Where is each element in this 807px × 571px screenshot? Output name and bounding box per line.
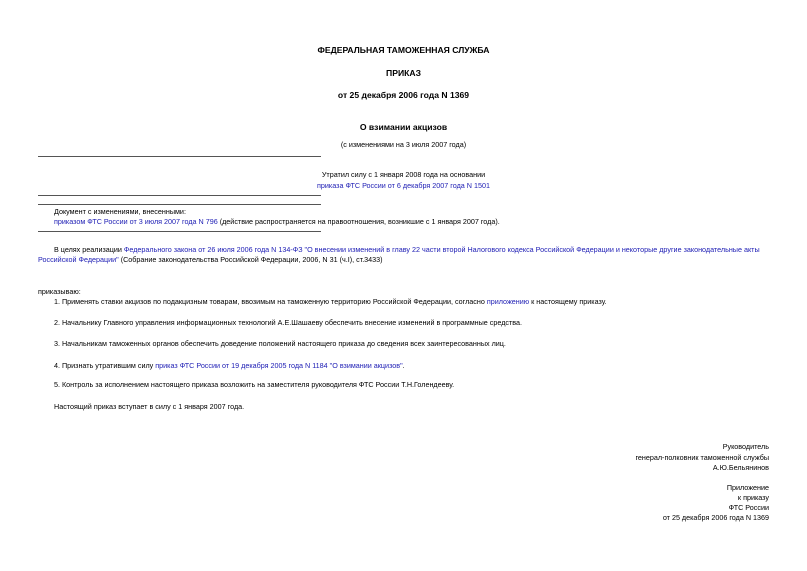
item-4: [54, 361, 405, 371]
changes-line: [54, 217, 500, 227]
preamble-line-2: [38, 255, 383, 265]
document-date-number: от 25 декабря 2006 года N 1369: [337, 90, 470, 100]
appendix-line-4: от 25 декабря 2006 года N 1369: [662, 513, 769, 522]
revision-note: (с изменениями на 3 июля 2007 года): [340, 140, 467, 149]
signature-name: А.Ю.Бельянинов: [712, 463, 769, 472]
preamble-tail: (Собрание законодательства Российской Федерации, 2006, N 31 (ч.I), ст.3433): [118, 255, 383, 264]
preamble-start: В целях реализации: [54, 245, 124, 254]
item-1-end: к настоящему приказу.: [529, 297, 607, 306]
item-5: 5. Контроль за исполнением настоящего приказа возложить на заместителя руководителя ФТС России Т.Н.Голендееву.: [54, 380, 455, 389]
item-4-end: .: [402, 361, 405, 370]
divider: [38, 195, 321, 196]
appendix-line-2: к приказу: [737, 493, 769, 502]
federal-law-link[interactable]: Федерального закона от 26 июля 2006 года N 134-ФЗ "О внесении изменений в главу 22 части второй Налогового кодекса Российской Федерации и некоторые другие законодательные акты: [123, 245, 760, 254]
divider: [38, 156, 321, 157]
item-1-text: 1. Применять ставки акцизов по подакцизным товарам, ввозимым на таможенную территорию Российской Федерации, согласно: [54, 297, 487, 306]
repealed-order-link[interactable]: приказ ФТС России от 19 декабря 2005 года N 1184 "О взимании акцизов": [155, 361, 403, 370]
item-2: 2. Начальнику Главного управления информационных технологий А.Е.Шашаеву обеспечить внесение изменений в программные средства.: [54, 318, 523, 327]
appendix-line-1: Приложение: [726, 483, 769, 492]
item-3: 3. Начальникам таможенных органов обеспечить доведение положений настоящего приказа до сведения всех заинтересованных лиц.: [54, 339, 506, 348]
signature-role: Руководитель: [722, 442, 769, 451]
appendix-link[interactable]: приложению: [486, 297, 530, 306]
appendix-line-3: ФТС России: [728, 503, 769, 512]
federal-law-link-cont[interactable]: Российской Федерации": [38, 255, 119, 264]
item-1: [54, 297, 607, 307]
changes-tail: (действие распространяется на правоотношения, возникшие с 1 января 2007 года).: [217, 217, 500, 226]
repeal-note: Утратил силу с 1 января 2008 года на основании: [321, 170, 486, 179]
changes-heading: Документ с изменениями, внесенными:: [54, 207, 186, 216]
document-title: О взимании акцизов: [359, 122, 448, 132]
divider: [38, 231, 321, 232]
order-word: приказываю:: [38, 287, 81, 296]
signature-rank: генерал-полковник таможенной службы: [635, 453, 769, 462]
preamble-line-1: [54, 245, 760, 255]
agency-name: ФЕДЕРАЛЬНАЯ ТАМОЖЕННАЯ СЛУЖБА: [317, 45, 490, 55]
item-4-text: 4. Признать утратившим силу: [54, 361, 156, 370]
changes-link[interactable]: приказом ФТС России от 3 июля 2007 года N 796: [54, 217, 218, 226]
divider: [38, 204, 321, 205]
repeal-link[interactable]: приказа ФТС России от 6 декабря 2007 года N 1501: [317, 181, 490, 190]
document-type: ПРИКАЗ: [386, 68, 421, 78]
effective-date: Настоящий приказ вступает в силу с 1 января 2007 года.: [54, 402, 245, 411]
